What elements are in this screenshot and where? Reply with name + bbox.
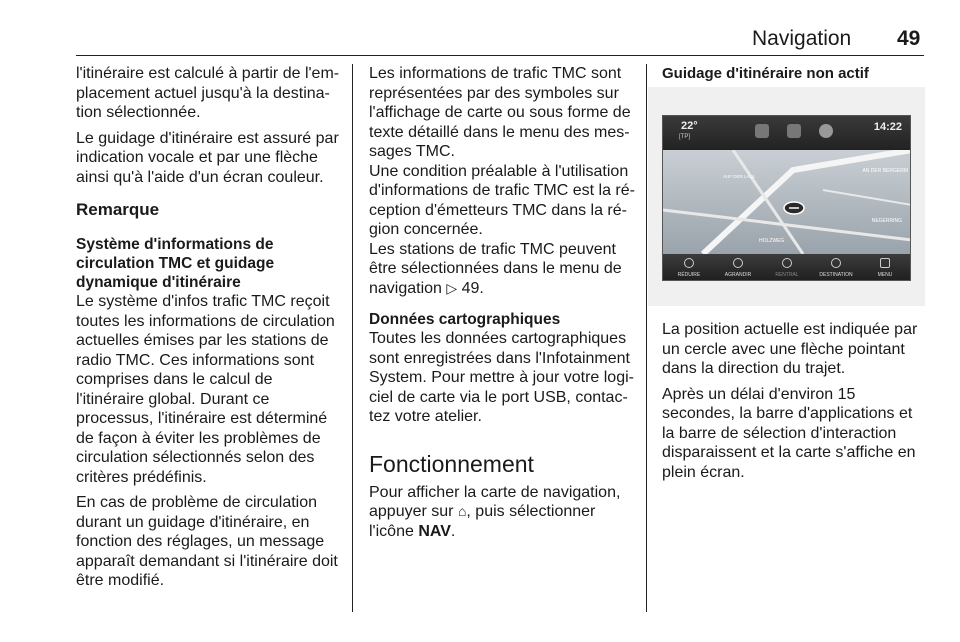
header-rule xyxy=(76,55,924,56)
column-middle xyxy=(369,64,637,541)
interaction-button-label: MENU xyxy=(877,272,893,278)
column-divider-left xyxy=(352,64,353,612)
paragraph xyxy=(369,240,637,299)
tmc-heading: Système d'informations de circulation TMC et guidage dynamique d'itinéraire xyxy=(76,236,275,291)
zoom-out-icon xyxy=(684,258,694,268)
street-label: AUF DER LAUL xyxy=(723,174,756,179)
page-number: 49 xyxy=(897,27,921,50)
column-divider-right xyxy=(646,64,647,612)
paragraph-text: Les stations de trafic TMC peuvent être sélectionnées dans le menu de navigation xyxy=(369,240,622,297)
app-bar xyxy=(663,116,911,150)
clock: 14:22 xyxy=(873,121,902,133)
page-ref-arrow-icon: ▷ xyxy=(446,279,458,296)
column-right-text xyxy=(662,320,924,488)
paragraph: Toutes les données cartographiques sont enregistrées dans l'Infotainment System. Pour mettre à jour votre logiciel de carte via le port USB, contactez votre atelier. xyxy=(369,330,634,425)
interaction-button-label: DESTINATION xyxy=(819,272,853,278)
interaction-button-label: AGRANDIR xyxy=(724,272,752,278)
screen-frame xyxy=(662,115,911,281)
map-roads xyxy=(663,150,911,254)
paragraph: Après un délai d'environ 15 secondes, la barre d'applications et la barre de sélection d'interaction disparaissent et la carte s'affiche en plein écran. xyxy=(662,385,916,481)
street-label: HOLZWEG xyxy=(759,238,785,244)
destination-icon xyxy=(831,258,841,268)
header-title: Navigation xyxy=(752,27,852,50)
temperature: 22° xyxy=(681,120,698,132)
interaction-button-label: RENTRAL xyxy=(775,272,799,278)
street-label: AN DER BERGERM xyxy=(862,168,908,174)
paragraph: En cas de problème de circulation durant un guidage d'itinéraire, en fonction des réglages, un message apparaît demandant si l'itinéraire doit être modifié. xyxy=(76,494,338,589)
zoom-in-icon xyxy=(733,258,743,268)
music-icon xyxy=(755,124,769,138)
paragraph: Le guidage d'itinéraire est assuré par indication vocale et par une flèche ainsi qu'à l'aide d'un écran couleur. xyxy=(76,129,339,186)
paragraph: Les informations de trafic TMC sont représentées par des symboles sur l'affichage de carte ou sous forme de texte détaillé dans le menu des messages TMC. xyxy=(369,65,631,160)
interaction-button-label: RÉDUIRE xyxy=(677,272,701,278)
section-heading: Fonctionnement xyxy=(369,450,534,477)
paragraph-text: Pour afficher la carte de navigation, appuyer sur xyxy=(369,483,621,520)
phone-icon xyxy=(787,124,801,138)
paragraph: Une condition préalable à l'utilisation d'informations de trafic TMC est la réception d'émetteurs TMC dans la région concernée. xyxy=(369,162,635,238)
nav-key-icon: ⌂ xyxy=(457,503,467,519)
column-left xyxy=(76,64,344,597)
map-data-heading: Données cartographiques xyxy=(369,311,561,328)
tp-indicator: [TP] xyxy=(679,134,691,140)
interaction-bar xyxy=(663,254,911,281)
map-view xyxy=(663,150,911,254)
paragraph-text: , puis sélectionner l'icône xyxy=(369,503,596,540)
route-heading: Guidage d'itinéraire non actif xyxy=(662,65,869,82)
navigation-screen-image xyxy=(648,87,925,306)
recenter-icon xyxy=(782,258,792,268)
paragraph: La position actuelle est indiquée par un cercle avec une flèche pointant dans la direction du trajet. xyxy=(662,321,918,377)
column-right xyxy=(662,64,924,83)
menu-icon xyxy=(880,258,890,268)
page-ref[interactable]: 49. xyxy=(461,279,484,297)
nav-label: NAV xyxy=(418,522,451,540)
paragraph: Le système d'infos trafic TMC reçoit toutes les informations de circulation actuelles émises par les stations de radio TMC. Ces informations sont comprises dans le calcul de l'itinéraire global. Durant ce processus, l'itinéraire est déterminé de façon à éviter les problèmes de circulation sélectionnés selon des critères prédéfinis. xyxy=(76,293,335,486)
street-label: NEGERRING xyxy=(871,218,902,224)
paragraph: l'itinéraire est calculé à partir de l'emplacement actuel jusqu'à la destination sélectionnée. xyxy=(76,65,340,121)
nav-app-icon xyxy=(819,124,833,138)
remark-heading: Remarque xyxy=(76,200,160,219)
paragraph-text: . xyxy=(450,522,456,540)
paragraph xyxy=(369,483,637,542)
